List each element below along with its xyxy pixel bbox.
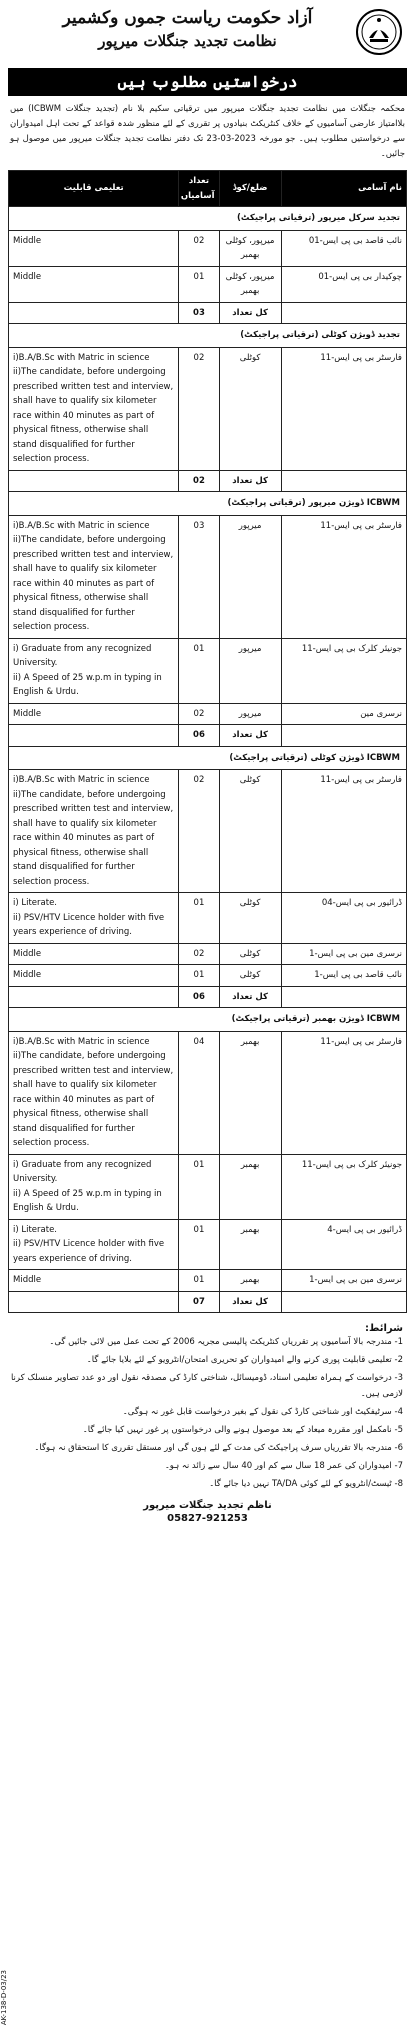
- section-title-row: [9, 1008, 407, 1032]
- qualification-cell: [9, 515, 179, 638]
- count-cell: 02: [179, 703, 219, 725]
- qualification-line: i)B.A/B.Sc with Matric in science: [13, 775, 150, 785]
- qualification-cell: [9, 1270, 179, 1292]
- total-row: [9, 725, 407, 747]
- qualification-cell: [9, 266, 179, 302]
- table-row: [9, 1270, 407, 1292]
- qualification-cell: [9, 1154, 179, 1219]
- post-cell: فارسٹر بی پی ایس-11: [281, 347, 406, 470]
- qualification-cell: [9, 770, 179, 893]
- section-title: تجدید سرکل میرپور (ترقیاتی پراجیکٹ): [9, 207, 407, 231]
- count-cell: 02: [179, 943, 219, 965]
- location-cell: کوٹلی: [219, 347, 281, 470]
- total-empty-cell: [281, 986, 406, 1008]
- header-title-line2: نظامت تجدید جنگلات میرپور: [98, 32, 277, 50]
- qualification-line: Middle: [13, 235, 42, 246]
- count-cell: 03: [179, 515, 219, 638]
- post-cell: نرسری مین بی پی ایس-1: [281, 1270, 406, 1292]
- conditions-title: شرائط:: [365, 1323, 403, 1334]
- condition-item: 7- امیدواران کی عمر 18 سال سے کم اور 40 سال سے زائد نہ ہو۔: [164, 1461, 403, 1471]
- table-row: [9, 943, 407, 965]
- section-title-row: [9, 746, 407, 770]
- footer: [8, 1500, 407, 1524]
- total-label: کل تعداد: [219, 470, 281, 492]
- count-cell: 01: [179, 1154, 219, 1219]
- location-cell: میرپور: [219, 703, 281, 725]
- qualification-line: Middle: [13, 708, 42, 719]
- qualification-line: i) Literate.: [13, 1224, 58, 1235]
- condition-item: 6- مندرجہ بالا تقرریاں سرف پراجیکٹ کی مدت کے لئے ہوں گی اور مستقل تقرری کا استحقاق نہ ہوگا۔: [34, 1443, 403, 1453]
- qualification-line: Middle: [13, 1275, 42, 1285]
- qualification-line: Middle: [13, 948, 42, 959]
- header: [8, 6, 407, 64]
- location-cell: میرپور: [219, 515, 281, 638]
- total-row: [9, 470, 407, 492]
- total-empty-cell: [9, 1291, 179, 1313]
- condition-item: 8- ٹیسٹ/انٹرویو کے لئے کوئی TA/DA نہیں دیا جائے گا۔: [209, 1479, 403, 1489]
- location-cell: میرپور: [219, 638, 281, 703]
- section-title-row: [9, 492, 407, 516]
- applications-wanted-banner: درخواستیں مطلوب ہیں: [8, 68, 407, 96]
- location-cell: کوٹلی: [219, 893, 281, 944]
- total-empty-cell: [281, 725, 406, 747]
- count-cell: 04: [179, 1031, 219, 1154]
- table-row: [9, 266, 407, 302]
- header-qualification: تعلیمی قابلیت: [9, 171, 179, 207]
- location-cell: کوٹلی: [219, 770, 281, 893]
- post-cell: نائب قاصد بی پی ایس-01: [281, 230, 406, 266]
- count-cell: 01: [179, 965, 219, 987]
- total-label: کل تعداد: [219, 302, 281, 324]
- count-cell: 02: [179, 230, 219, 266]
- post-cell: جونیئر کلرک بی پی ایس-11: [281, 638, 406, 703]
- qualification-cell: [9, 965, 179, 987]
- qualification-cell: [9, 893, 179, 944]
- qualification-cell: [9, 1031, 179, 1154]
- location-cell: بھمبر: [219, 1270, 281, 1292]
- location-cell: میرپور، کوٹلی بھمبر: [219, 230, 281, 266]
- total-empty-cell: [9, 302, 179, 324]
- post-cell: نرسری مین بی پی ایس-1: [281, 943, 406, 965]
- header-location: ضلع/کوڈ: [219, 171, 281, 207]
- qualification-cell: [9, 230, 179, 266]
- table-row: [9, 638, 407, 703]
- table-row: [9, 1219, 407, 1270]
- total-row: [9, 1291, 407, 1313]
- table-row: [9, 770, 407, 893]
- post-cell: فارسٹر بی پی ایس-11: [281, 1031, 406, 1154]
- post-cell: فارسٹر بی پی ایس-11: [281, 515, 406, 638]
- footer-designation: ناظم تجدید جنگلات میرپور: [143, 1500, 272, 1511]
- table-row: [9, 703, 407, 725]
- qualification-line: ii) A Speed of 25 w.p.m in typing in English & Urdu.: [13, 1188, 162, 1213]
- count-cell: 02: [179, 770, 219, 893]
- condition-item: 5- نامکمل اور مقررہ میعاد کے بعد موصول ہونے والی درخواستوں پر غور نہیں کیا جائے گا۔: [82, 1425, 403, 1435]
- location-cell: کوٹلی: [219, 943, 281, 965]
- table-body: [9, 207, 407, 1313]
- post-cell: جونیئر کلرک بی پی ایس-11: [281, 1154, 406, 1219]
- qualification-line: i)B.A/B.Sc with Matric in science: [13, 352, 150, 363]
- header-count: تعداد آسامیاں: [179, 171, 219, 207]
- count-cell: 01: [179, 1219, 219, 1270]
- qualification-line: ii)The candidate, before undergoing prescribed written test and interview, shall have to qualify six kilometer race within 40 minutes as part of physical fitness, otherwise shall stand disqualified for further selection process.: [13, 535, 174, 632]
- qualification-line: i) Graduate from any recognized University.: [13, 643, 152, 668]
- total-value: 06: [179, 725, 219, 747]
- total-value: 02: [179, 470, 219, 492]
- total-empty-cell: [9, 470, 179, 492]
- location-cell: بھمبر: [219, 1031, 281, 1154]
- section-title: تجدید ڈویژن کوٹلی (ترقیاتی پراجیکٹ): [9, 324, 407, 348]
- qualification-line: Middle: [13, 271, 42, 282]
- total-value: 06: [179, 986, 219, 1008]
- post-cell: فارسٹر بی پی ایس-11: [281, 770, 406, 893]
- table-row: [9, 893, 407, 944]
- qualification-line: ii)The candidate, before undergoing prescribed written test and interview, shall have to qualify six kilometer race within 40 minutes as part of physical fitness, otherwise shall stand disqualified for further selection process.: [13, 1051, 174, 1148]
- qualification-line: i) Literate.: [13, 898, 58, 908]
- vacancies-table: [8, 170, 407, 1313]
- qualification-line: ii) A Speed of 25 w.p.m in typing in English & Urdu.: [13, 672, 162, 697]
- location-cell: کوٹلی: [219, 965, 281, 987]
- table-row: [9, 1031, 407, 1154]
- post-cell: نرسری مین: [281, 703, 406, 725]
- post-cell: چوکیدار بی پی ایس-01: [281, 266, 406, 302]
- table-row: [9, 1154, 407, 1219]
- count-cell: 02: [179, 347, 219, 470]
- qualification-line: ii)The candidate, before undergoing prescribed written test and interview, shall have to qualify six kilometer race within 40 minutes as part of physical fitness, otherwise shall stand disqualified for further selection process.: [13, 789, 174, 887]
- table-row: [9, 230, 407, 266]
- government-emblem-icon: [355, 8, 403, 56]
- total-value: 07: [179, 1291, 219, 1313]
- total-empty-cell: [9, 986, 179, 1008]
- post-cell: ڈرائیور بی پی ایس-04: [281, 893, 406, 944]
- qualification-cell: [9, 703, 179, 725]
- post-cell: نائب قاصد بی پی ایس-1: [281, 965, 406, 987]
- reference-code: AK-138-D-03/23: [0, 1970, 8, 2026]
- condition-item: 4- سرٹیفکیٹ اور شناختی کارڈ کی نقول کے بغیر درخواست قابل غور نہ ہوگی۔: [122, 1407, 403, 1417]
- qualification-cell: [9, 347, 179, 470]
- condition-item: 1- مندرجہ بالا آسامیوں پر تقرریاں کنٹریکٹ پالیسی مجریہ 2006 کے تحت عمل میں لائی جائیں گی۔: [49, 1337, 403, 1347]
- qualification-line: Middle: [13, 970, 42, 980]
- total-value: 03: [179, 302, 219, 324]
- section-title-row: [9, 324, 407, 348]
- header-title-line1: آزاد حکومت ریاست جموں وکشمیر: [62, 8, 313, 28]
- total-label: کل تعداد: [219, 1291, 281, 1313]
- total-row: [9, 302, 407, 324]
- table-row: [9, 515, 407, 638]
- qualification-line: ii) PSV/HTV Licence holder with five years experience of driving.: [13, 912, 165, 937]
- location-cell: بھمبر: [219, 1219, 281, 1270]
- total-empty-cell: [281, 470, 406, 492]
- post-cell: ڈرائیور بی پی ایس-4: [281, 1219, 406, 1270]
- total-label: کل تعداد: [219, 986, 281, 1008]
- location-cell: بھمبر: [219, 1154, 281, 1219]
- count-cell: 01: [179, 1270, 219, 1292]
- intro-paragraph: محکمہ جنگلات میں نظامت تجدید جنگلات میرپور میں ترقیاتی سکیم بلا نام (تجدید جنگلات ICBWM) میں بلاامتیاز عارضی آسامیوں کے خلاف کنٹریکٹ بنیادوں پر تقرری کے لئے منظور شدہ قواعد کے تحت اہل امیدواران سے درخواستیں مطلوب ہیں۔ جو مورخہ 2023-03-23 تک دفتر نظامت تجدید جنگلات میرپور میں موصول ہو جائیں۔: [10, 104, 406, 159]
- location-cell: میرپور، کوٹلی بھمبر: [219, 266, 281, 302]
- total-empty-cell: [9, 725, 179, 747]
- qualification-line: i) Graduate from any recognized University.: [13, 1159, 152, 1184]
- qualification-cell: [9, 943, 179, 965]
- qualification-line: i)B.A/B.Sc with Matric in science: [13, 520, 150, 531]
- table-row: [9, 347, 407, 470]
- total-row: [9, 986, 407, 1008]
- total-label: کل تعداد: [219, 725, 281, 747]
- table-header-row: [9, 171, 407, 207]
- qualification-line: i)B.A/B.Sc with Matric in science: [13, 1036, 150, 1047]
- condition-item: 2- تعلیمی قابلیت پوری کرنے والے امیدواران کو تحریری امتحان/انٹرویو کے لئے بلایا جائے گا۔: [86, 1355, 403, 1365]
- qualification-cell: [9, 638, 179, 703]
- total-empty-cell: [281, 302, 406, 324]
- footer-phone: 05827-921253: [167, 1513, 248, 1524]
- conditions-list: [8, 1334, 407, 1492]
- section-title-row: [9, 207, 407, 231]
- count-cell: 01: [179, 638, 219, 703]
- header-post: نام آسامی: [281, 171, 406, 207]
- count-cell: 01: [179, 266, 219, 302]
- section-title: ICBWM ڈویژن میرپور (ترقیاتی پراجیکٹ): [9, 492, 407, 516]
- count-cell: 01: [179, 893, 219, 944]
- section-title: ICBWM ڈویژن بھمبر (ترقیاتی پراجیکٹ): [9, 1008, 407, 1032]
- qualification-line: ii) PSV/HTV Licence holder with five years experience of driving.: [13, 1239, 165, 1264]
- total-empty-cell: [281, 1291, 406, 1313]
- qualification-line: ii)The candidate, before undergoing prescribed written test and interview, shall have to qualify six kilometer race within 40 minutes as part of physical fitness, otherwise shall stand disqualified for further selection process.: [13, 367, 174, 464]
- table-row: [9, 965, 407, 987]
- condition-item: 3- درخواست کے ہمراہ تعلیمی اسناد، ڈومیسائل، شناختی کارڈ کی مصدقہ نقول اور دو عدد تصاویر منسلک کرنا لازمی ہیں۔: [10, 1373, 403, 1399]
- qualification-cell: [9, 1219, 179, 1270]
- section-title: ICBWM ڈویژن کوٹلی (ترقیاتی پراجیکٹ): [9, 746, 407, 770]
